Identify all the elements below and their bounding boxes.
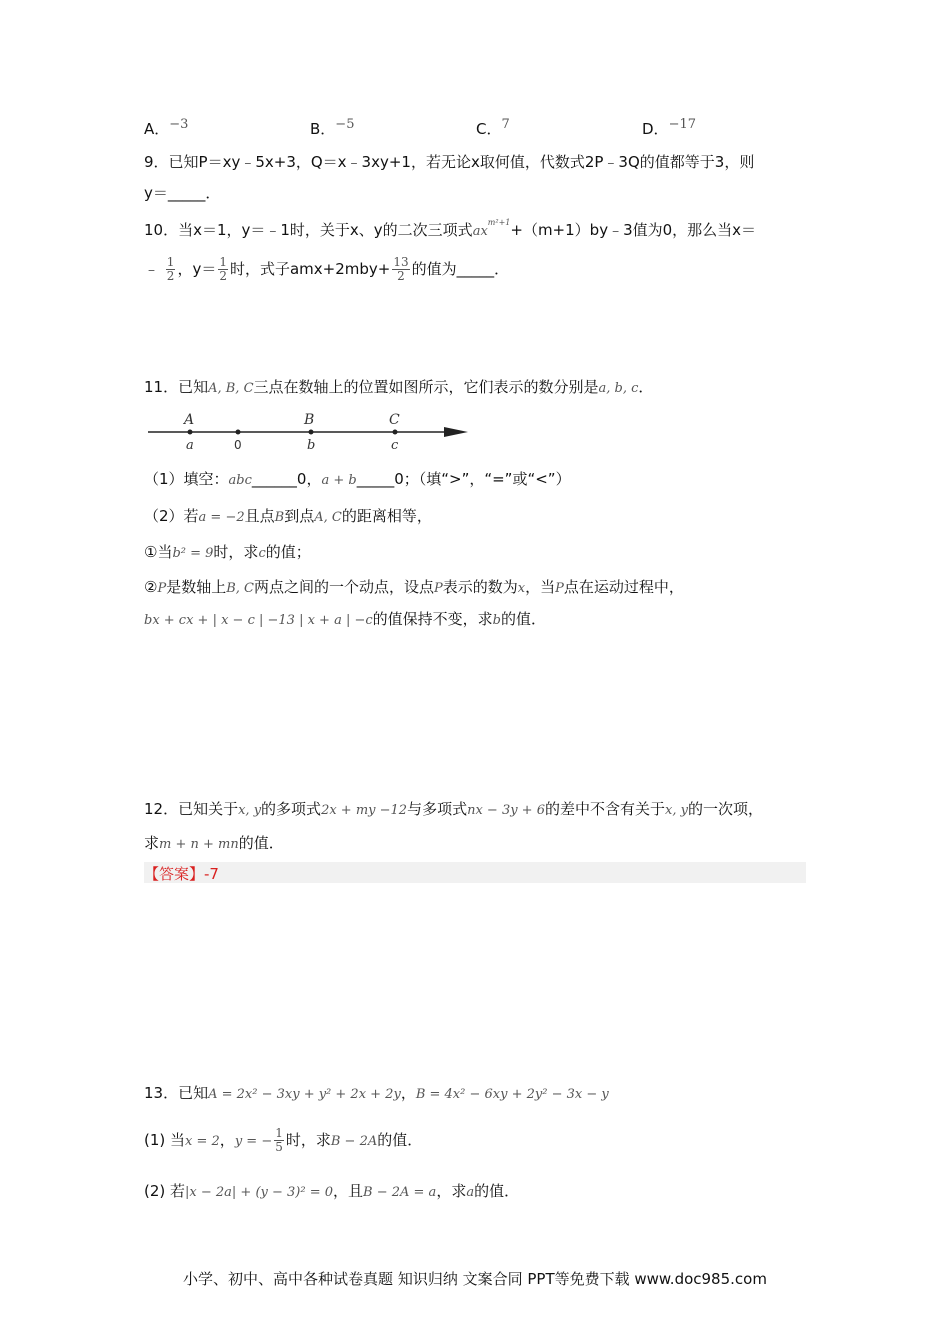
- label-C: C: [389, 412, 400, 428]
- label-zero: 0: [234, 438, 242, 452]
- q11-part2: （2）若a = −2且点B到点A, C的距离相等，: [144, 507, 432, 525]
- q10-line2: ﹣ $\frac{1}{2}$ ，y＝ $\frac{1}{2}$ 时，式子amx+2mby+ $\frac{13}{2}$ 的值为_____．: [144, 255, 510, 283]
- fraction: $\frac{1}{2}$: [219, 255, 227, 283]
- choice-d-value: −17: [668, 117, 696, 132]
- label-A: A: [184, 412, 195, 428]
- q11-part1: （1）填空：abc______0，a + b_____0；（填“>”，“=”或“<”）: [144, 470, 571, 488]
- answer-bar: [144, 862, 806, 883]
- fraction: $\frac{1}{5}$: [275, 1126, 283, 1154]
- point-a-dot: [188, 430, 193, 435]
- choice-c: [476, 118, 510, 139]
- choice-b-label: B．: [310, 120, 336, 138]
- fraction: $\frac{13}{2}$: [393, 255, 409, 283]
- choice-c-value: 7: [501, 117, 510, 132]
- choice-a-label: A．: [144, 120, 170, 138]
- choice-a-value: −3: [169, 117, 189, 132]
- q13-part1: (1) 当x = 2，y = − $\frac{1}{5}$ 时，求B − 2A的值．: [144, 1126, 423, 1154]
- label-B: B: [304, 412, 315, 428]
- label-c: c: [391, 438, 399, 453]
- q13-line1: 13．已知A = 2x² − 3xy + y² + 2x + 2y，B = 4x² − 6xy + 2y² − 3x − y: [144, 1084, 609, 1102]
- q11-sub2-expr: bx + cx + | x − c | −13 | x + a | −c的值保持不变，求b的值．: [144, 610, 547, 628]
- q9-line2: y＝_____．: [144, 184, 221, 202]
- page-footer: 小学、初中、高中各种试卷真题 知识归纳 文案合同 PPT等免费下载 www.doc985.com: [183, 1270, 767, 1288]
- q11-sub1: ①当b² = 9时，求c的值；: [144, 543, 311, 561]
- q12-answer: 【答案】-7: [144, 865, 219, 883]
- axis-arrow-icon: [444, 427, 468, 437]
- choice-d-label: D．: [642, 120, 669, 138]
- choice-c-label: C．: [476, 120, 502, 138]
- q12-line2: 求m + n + mn的值．: [144, 834, 284, 852]
- q9-line1: 9．已知P＝xy﹣5x+3，Q＝x﹣3xy+1，若无论x取何值，代数式2P﹣3Q的值都等于3，则: [144, 153, 755, 171]
- point-zero-dot: [236, 430, 241, 435]
- label-a: a: [186, 438, 194, 453]
- choice-b: [310, 118, 354, 139]
- choice-a: [144, 118, 188, 139]
- point-c-dot: [393, 430, 398, 435]
- fraction: $\frac{1}{2}$: [166, 255, 175, 283]
- number-line-figure: [144, 405, 474, 455]
- q13-part2: (2) 若|x − 2a| + (y − 3)² = 0，且B − 2A = a，求a的值．: [144, 1182, 520, 1200]
- choice-b-value: −5: [335, 117, 355, 132]
- q11-line1: 11．已知A, B, C三点在数轴上的位置如图所示，它们表示的数分别是a, b, c．: [144, 378, 654, 396]
- choice-d: [642, 118, 696, 139]
- label-b: b: [307, 438, 316, 453]
- point-b-dot: [309, 430, 314, 435]
- q10-line1: 10．当x＝1，y＝﹣1时，关于x、y的二次三项式$ax^{m^2+1}+(m+1)by﹣3$值为0，那么当x＝: [144, 218, 757, 239]
- q12-line1: 12．已知关于x, y的多项式2x + my −12与多项式nx − 3y + 6的差中不含有关于x, y的一次项，: [144, 800, 763, 818]
- q11-sub2: ②P是数轴上B, C两点之间的一个动点，设点P表示的数为x，当P点在运动过程中，: [144, 578, 684, 596]
